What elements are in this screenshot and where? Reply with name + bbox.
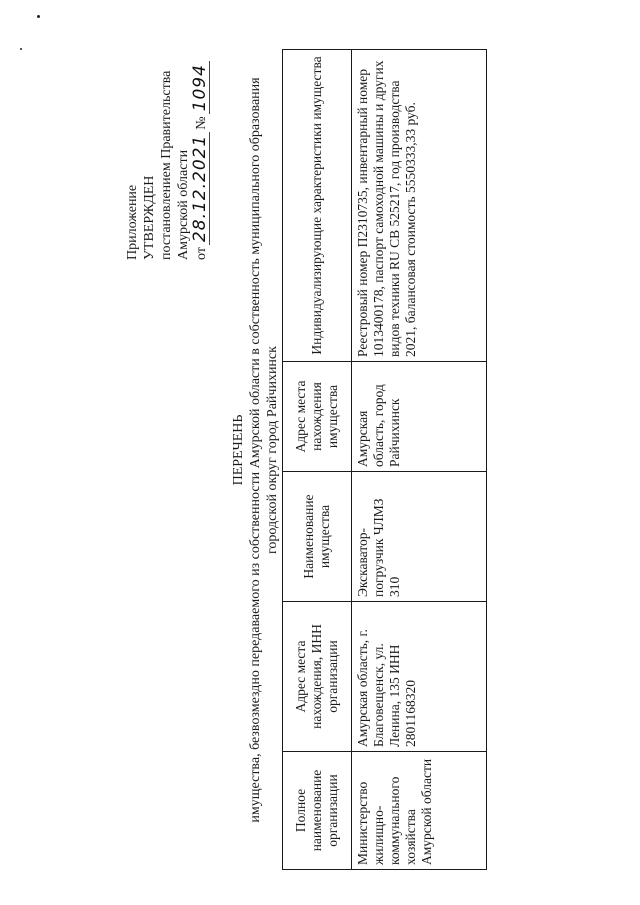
number-prefix: № [194,116,209,130]
document-title: ПЕРЕЧЕНЬ [231,414,246,486]
cell-property-characteristics: Реестровый номер П2310735, инвентарный номер 1013400178, паспорт самоходной машины и других видов техники RU CB 525217, год производства 2021, балансовая стоимость 5550333,33 руб. [352,50,487,362]
cell-property-name: Экскаватор-погрузчик ЧЛМЗ 310 [352,472,487,602]
rotated-document-page [20,20,620,880]
header-property-name: Наименование имущества [283,472,352,602]
header-property-characteristics: Индивидуализирующие характеристики имущества [283,50,352,362]
cell-organization-name: Министерство жилищно-коммунального хозяйства Амурской области [352,752,487,870]
cell-organization-address: Амурская область, г. Благовещенск, ул. Ленина, 135 ИНН 2801168320 [352,602,487,752]
table-header-row [283,50,352,870]
approval-line-region: Амурской области [176,149,191,260]
table-row [352,50,487,870]
approval-stamp-block [124,40,210,260]
header-organization-name: Полное наименование организации [283,752,352,870]
handwritten-number: 1094 [192,61,210,114]
property-table [282,49,487,870]
date-prefix: от [194,247,209,260]
approval-line-resolution: постановлением Правительства [159,70,174,260]
handwritten-date: 28.12.2021 [192,132,210,245]
subtitle-line-2: городской округ город Райчихинск [265,346,280,554]
approval-line-appendix: Приложение [125,184,140,260]
subtitle-line-1: имущества, безвозмездно передаваемого из собственности Амурской области в собственность муниципального образования [248,77,263,823]
approval-date-line [192,40,210,260]
scan-speck [37,15,40,18]
header-organization-address: Адрес места нахождения, ИНН организации [283,602,352,752]
approval-line-approved: УТВЕРЖДЕН [142,175,157,260]
header-property-address: Адрес места нахождения имущества [283,362,352,472]
document-subtitle [247,20,281,880]
cell-property-address: Амурская область, город Райчихинск [352,362,487,472]
